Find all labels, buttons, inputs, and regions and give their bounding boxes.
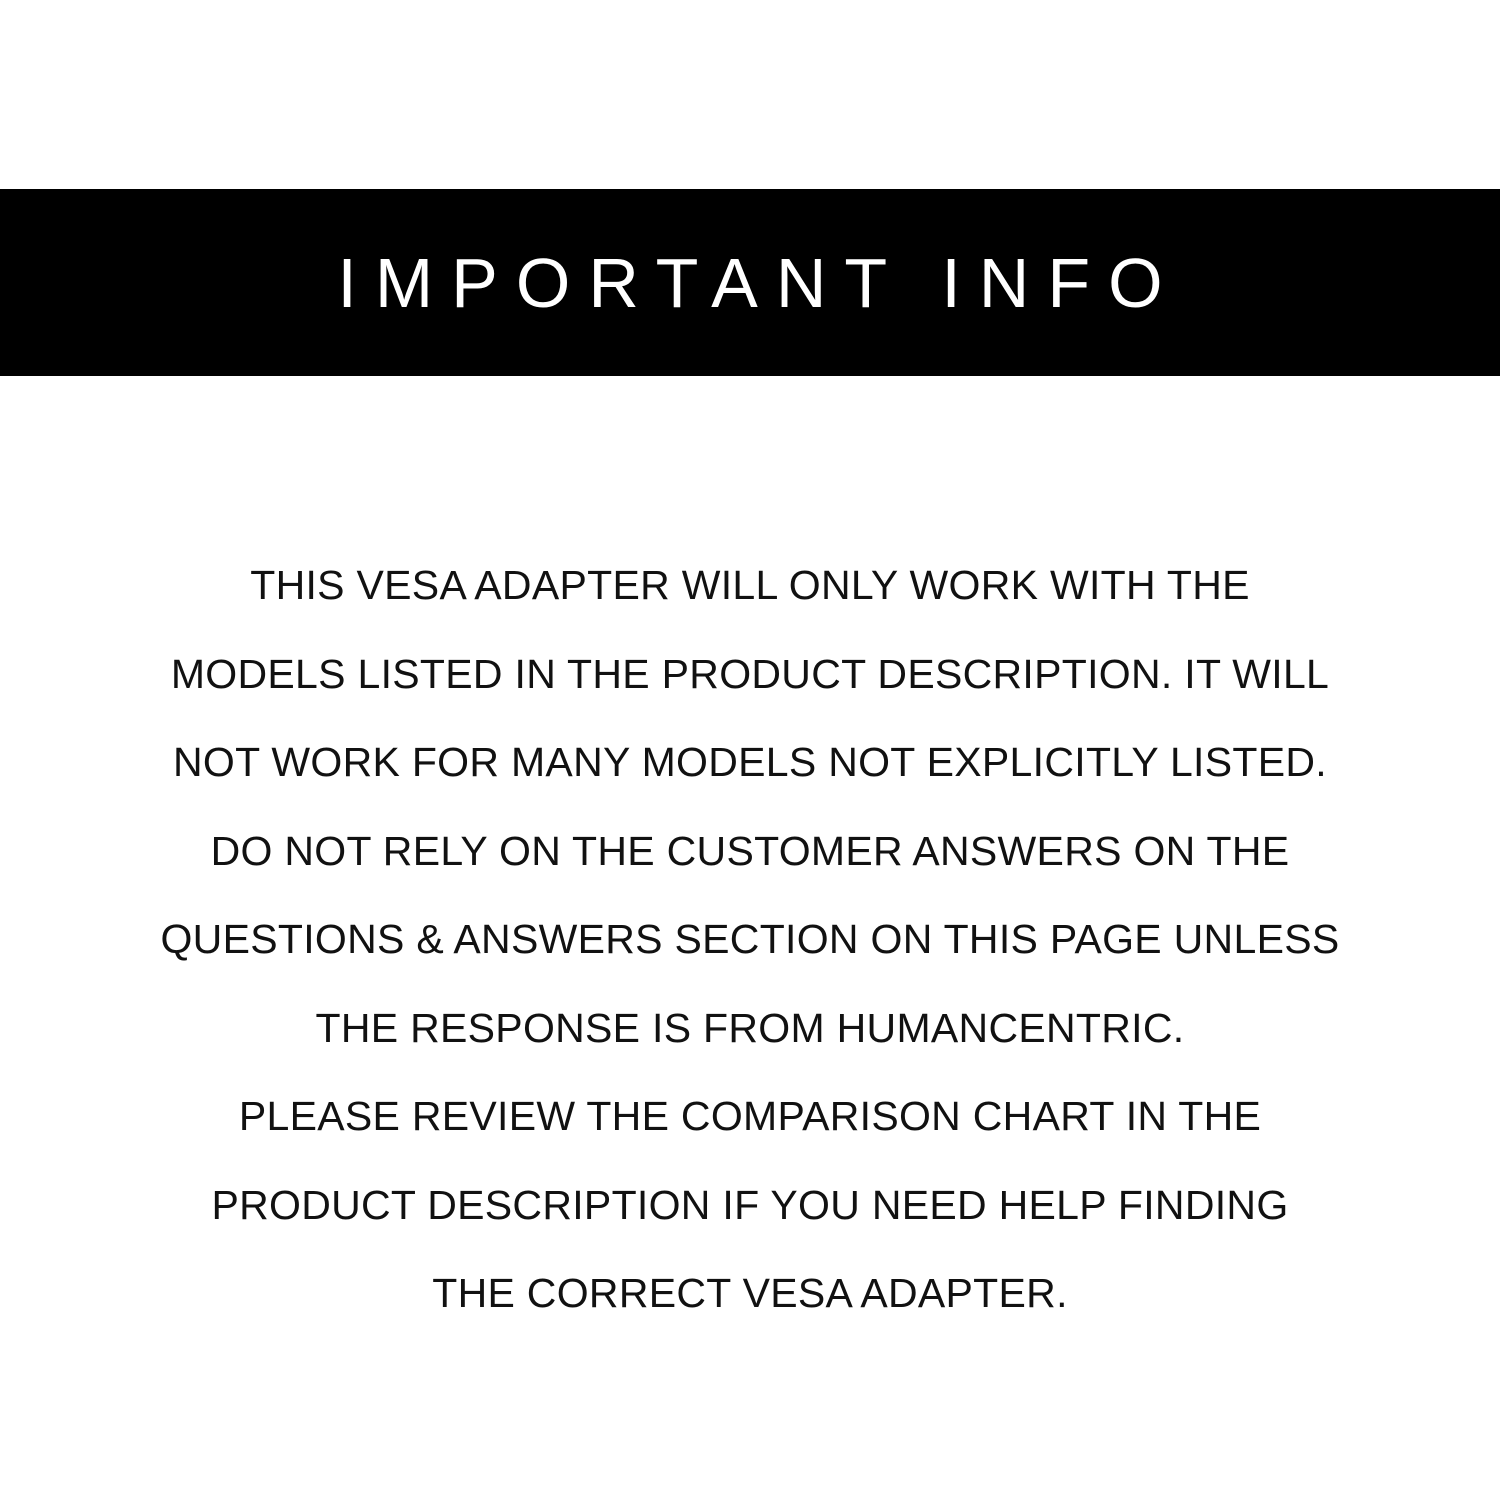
title-banner bbox=[0, 189, 1500, 376]
notice-line: PRODUCT DESCRIPTION IF YOU NEED HELP FINDING bbox=[211, 1181, 1289, 1228]
notice-line: DO NOT RELY ON THE CUSTOMER ANSWERS ON THE bbox=[210, 827, 1290, 874]
notice-line: THIS VESA ADAPTER WILL ONLY WORK WITH THE bbox=[250, 562, 1250, 608]
notice-line: THE CORRECT VESA ADAPTER. bbox=[432, 1270, 1068, 1316]
notice-line: QUESTIONS & ANSWERS SECTION ON THIS PAGE UNLESS bbox=[160, 916, 1340, 962]
banner-title: IMPORTANT INFO bbox=[337, 243, 1181, 322]
notice-line: PLEASE REVIEW THE COMPARISON CHART IN THE bbox=[238, 1093, 1262, 1139]
notice-text bbox=[0, 541, 1500, 1338]
notice-line: NOT WORK FOR MANY MODELS NOT EXPLICITLY LISTED. bbox=[173, 739, 1327, 785]
notice-line: MODELS LISTED IN THE PRODUCT DESCRIPTION. IT WILL bbox=[170, 650, 1330, 697]
notice-line: THE RESPONSE IS FROM HUMANCENTRIC. bbox=[315, 1004, 1185, 1051]
